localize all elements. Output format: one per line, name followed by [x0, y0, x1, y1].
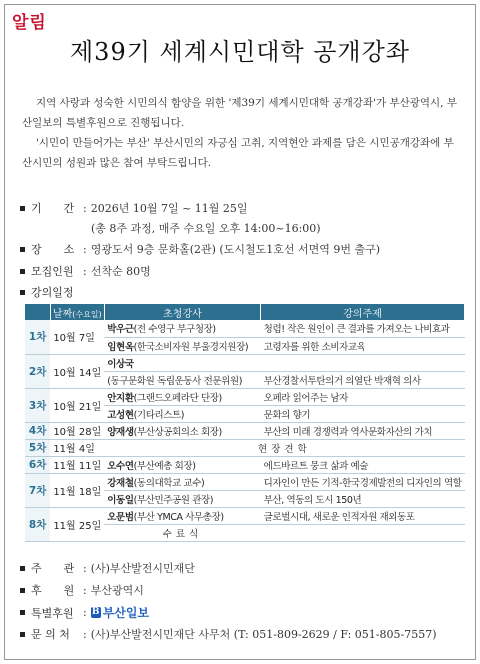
- bullet-icon: [20, 290, 25, 295]
- label-colon: :: [83, 583, 87, 597]
- footer-host: [20, 560, 195, 576]
- intro-paragraph-2: '시민이 만들어가는 부산' 부산시민의 자긍심 고취, 지역현안 과제를 담은 시민공개강좌에 부산시민의 성원과 많은 참여 부탁드립니다.: [22, 137, 454, 169]
- speaker-cell: [104, 371, 260, 388]
- table-row: [25, 320, 465, 337]
- bullet-icon: [20, 269, 25, 274]
- info-label: 강의일정: [31, 286, 74, 299]
- table-row: [25, 473, 465, 490]
- info-value: 선착순 80명: [90, 265, 151, 278]
- session-number: 5차: [25, 439, 50, 456]
- label-colon: :: [83, 627, 87, 641]
- info-schedule-label: [20, 284, 74, 300]
- speaker-name: 임현옥: [107, 341, 134, 353]
- info-label: 기 간: [31, 202, 75, 215]
- footer-support: [20, 582, 144, 598]
- bullet-icon: [20, 206, 25, 211]
- speaker-affiliation: (동의대학교 교수): [133, 477, 205, 489]
- intro-paragraph-1: 지역 사랑과 성숙한 시민의식 함양을 위한 '제39기 세계시민대학 공개강좌'가 부산광역시, 부산일보의 특별후원으로 진행됩니다.: [22, 97, 457, 129]
- schedule-header-row: [25, 304, 465, 320]
- bullet-icon: [20, 566, 25, 571]
- schedule-table: [25, 304, 465, 542]
- speaker-name: 고성현: [107, 409, 134, 421]
- speaker-name: 오수연: [107, 460, 134, 472]
- busan-ilbo-logo-icon: B: [91, 607, 100, 617]
- session-date: 10월 7일: [50, 320, 104, 354]
- table-row: [25, 422, 465, 439]
- info-value: (사)부산발전시민재단 사무처 (T: 051-809-2629 / F: 051-805-7557): [90, 628, 437, 641]
- speaker-affiliation: (기타리스트): [133, 409, 185, 421]
- speaker-name: 안지환: [107, 392, 134, 404]
- speaker-cell: [104, 473, 260, 490]
- info-period: [20, 200, 248, 216]
- label-colon: :: [83, 201, 87, 215]
- speaker-cell: [104, 422, 260, 439]
- info-value: 2026년 10월 7일 ~ 11월 25일: [90, 202, 248, 215]
- header-date: 날짜(수요일): [50, 304, 104, 320]
- speaker-name: 오문범: [107, 511, 134, 523]
- busan-ilbo-logo-text: 부산일보: [102, 606, 150, 620]
- bullet-icon: [20, 588, 25, 593]
- speaker-cell: [104, 337, 260, 354]
- label-colon: :: [83, 264, 87, 278]
- label-colon: :: [83, 242, 87, 256]
- speaker-affiliation: (부산상공회의소 회장): [133, 426, 222, 438]
- info-period-note: [91, 220, 321, 236]
- bullet-icon: [20, 610, 25, 615]
- field-trip-cell: 현장견학: [104, 439, 464, 456]
- info-label: 장 소: [31, 243, 75, 256]
- speaker-affiliation: (그랜드오페라단 단장): [133, 392, 222, 404]
- footer-contact: [20, 626, 437, 642]
- info-venue: [20, 241, 380, 257]
- topic-cell: 문화의 향기: [261, 405, 465, 422]
- session-date: 11월 25일: [50, 507, 104, 541]
- footer-special: [20, 604, 149, 621]
- info-value: 부산광역시: [90, 584, 144, 597]
- session-date: 11월 4일: [50, 439, 104, 456]
- speaker-cell: [104, 456, 260, 473]
- info-label: 모집인원: [31, 265, 74, 278]
- speaker-name: 강재철: [107, 477, 134, 489]
- topic-cell: 고령자를 위한 소비자교육: [261, 337, 465, 354]
- speaker-cell: [104, 354, 260, 371]
- info-label: 특별후원: [31, 606, 74, 620]
- topic-cell: 부산경찰서투탄의거 의열단 박재혁 의사: [261, 371, 465, 388]
- intro-text: [22, 93, 462, 173]
- speaker-affiliation: (부산예총 회장): [133, 460, 196, 472]
- session-number: 4차: [25, 422, 50, 439]
- speaker-cell: [104, 490, 260, 507]
- topic-cell: 디자인이 만든 기적-한국경제발전의 디자인의 역할: [261, 473, 465, 490]
- speaker-affiliation: (부산민주공원 관장): [133, 494, 214, 506]
- speaker-name: 이상국: [107, 358, 134, 370]
- topic-cell: 부산의 미래 경쟁력과 역사문화자산의 가치: [261, 422, 465, 439]
- bullet-icon: [20, 632, 25, 637]
- topic-cell: 글로벌시대, 새로운 인적자원 재외동포: [261, 507, 465, 524]
- session-date: 10월 28일: [50, 422, 104, 439]
- info-recruit: [20, 263, 151, 279]
- table-row: [25, 354, 465, 371]
- table-row: [25, 439, 465, 456]
- topic-cell: 부산, 역동의 도시 150년: [261, 490, 465, 507]
- session-date: 10월 21일: [50, 388, 104, 422]
- notice-badge: 알림: [12, 13, 47, 33]
- header-topic: 강의주제: [261, 304, 465, 320]
- topic-cell: [261, 524, 465, 541]
- table-row: [25, 456, 465, 473]
- topic-cell: 청렴! 작은 원인이 큰 결과를 가져오는 나비효과: [261, 320, 465, 337]
- session-date: 11월 18일: [50, 473, 104, 507]
- session-number: 6차: [25, 456, 50, 473]
- topic-cell: [261, 354, 465, 371]
- info-value: (총 8주 과정, 매주 수요일 오후 14:00~16:00): [91, 222, 321, 235]
- speaker-name: 양재생: [107, 426, 134, 438]
- speaker-name: 박우근: [107, 324, 134, 336]
- table-row: [25, 388, 465, 405]
- session-number: 7차: [25, 473, 50, 507]
- speaker-cell: [104, 320, 260, 337]
- header-blank: [25, 304, 50, 320]
- session-date: 11월 11일: [50, 456, 104, 473]
- bullet-icon: [20, 247, 25, 252]
- label-colon: :: [83, 606, 87, 619]
- session-number: 1차: [25, 320, 50, 354]
- info-label: 주 관: [31, 562, 75, 575]
- session-date: 10월 14일: [50, 354, 104, 388]
- page-title: 제39기 세계시민대학 공개강좌: [69, 38, 410, 66]
- speaker-affiliation: (한국소비자원 부울경지원장): [133, 341, 249, 353]
- session-number: 2차: [25, 354, 50, 388]
- session-number: 8차: [25, 507, 50, 541]
- label-colon: :: [83, 561, 87, 575]
- session-number: 3차: [25, 388, 50, 422]
- completion-ceremony: 수료식: [104, 524, 260, 541]
- topic-cell: 오페라 읽어주는 남자: [261, 388, 465, 405]
- header-speaker: 초청강사: [104, 304, 260, 320]
- table-row: [25, 507, 465, 524]
- topic-cell: 에드바르트 뭉크 삶과 예술: [261, 456, 465, 473]
- info-label: 후 원: [31, 584, 75, 597]
- info-value: 영광도서 9층 문화홀(2관) (도시철도1호선 서면역 9번 출구): [90, 243, 381, 256]
- info-label: 문 의 처: [31, 628, 70, 641]
- info-value: (사)부산발전시민재단: [90, 562, 195, 575]
- speaker-cell: [104, 405, 260, 422]
- speaker-affiliation: (전 수영구 부구청장): [133, 324, 216, 336]
- speaker-cell: [104, 507, 260, 524]
- speaker-cell: [104, 388, 260, 405]
- speaker-affiliation: (동구문화원 독립운동사 전문위원): [107, 375, 242, 387]
- speaker-name: 이동일: [107, 494, 134, 506]
- speaker-affiliation: (부산 YMCA 사무총장): [133, 511, 224, 523]
